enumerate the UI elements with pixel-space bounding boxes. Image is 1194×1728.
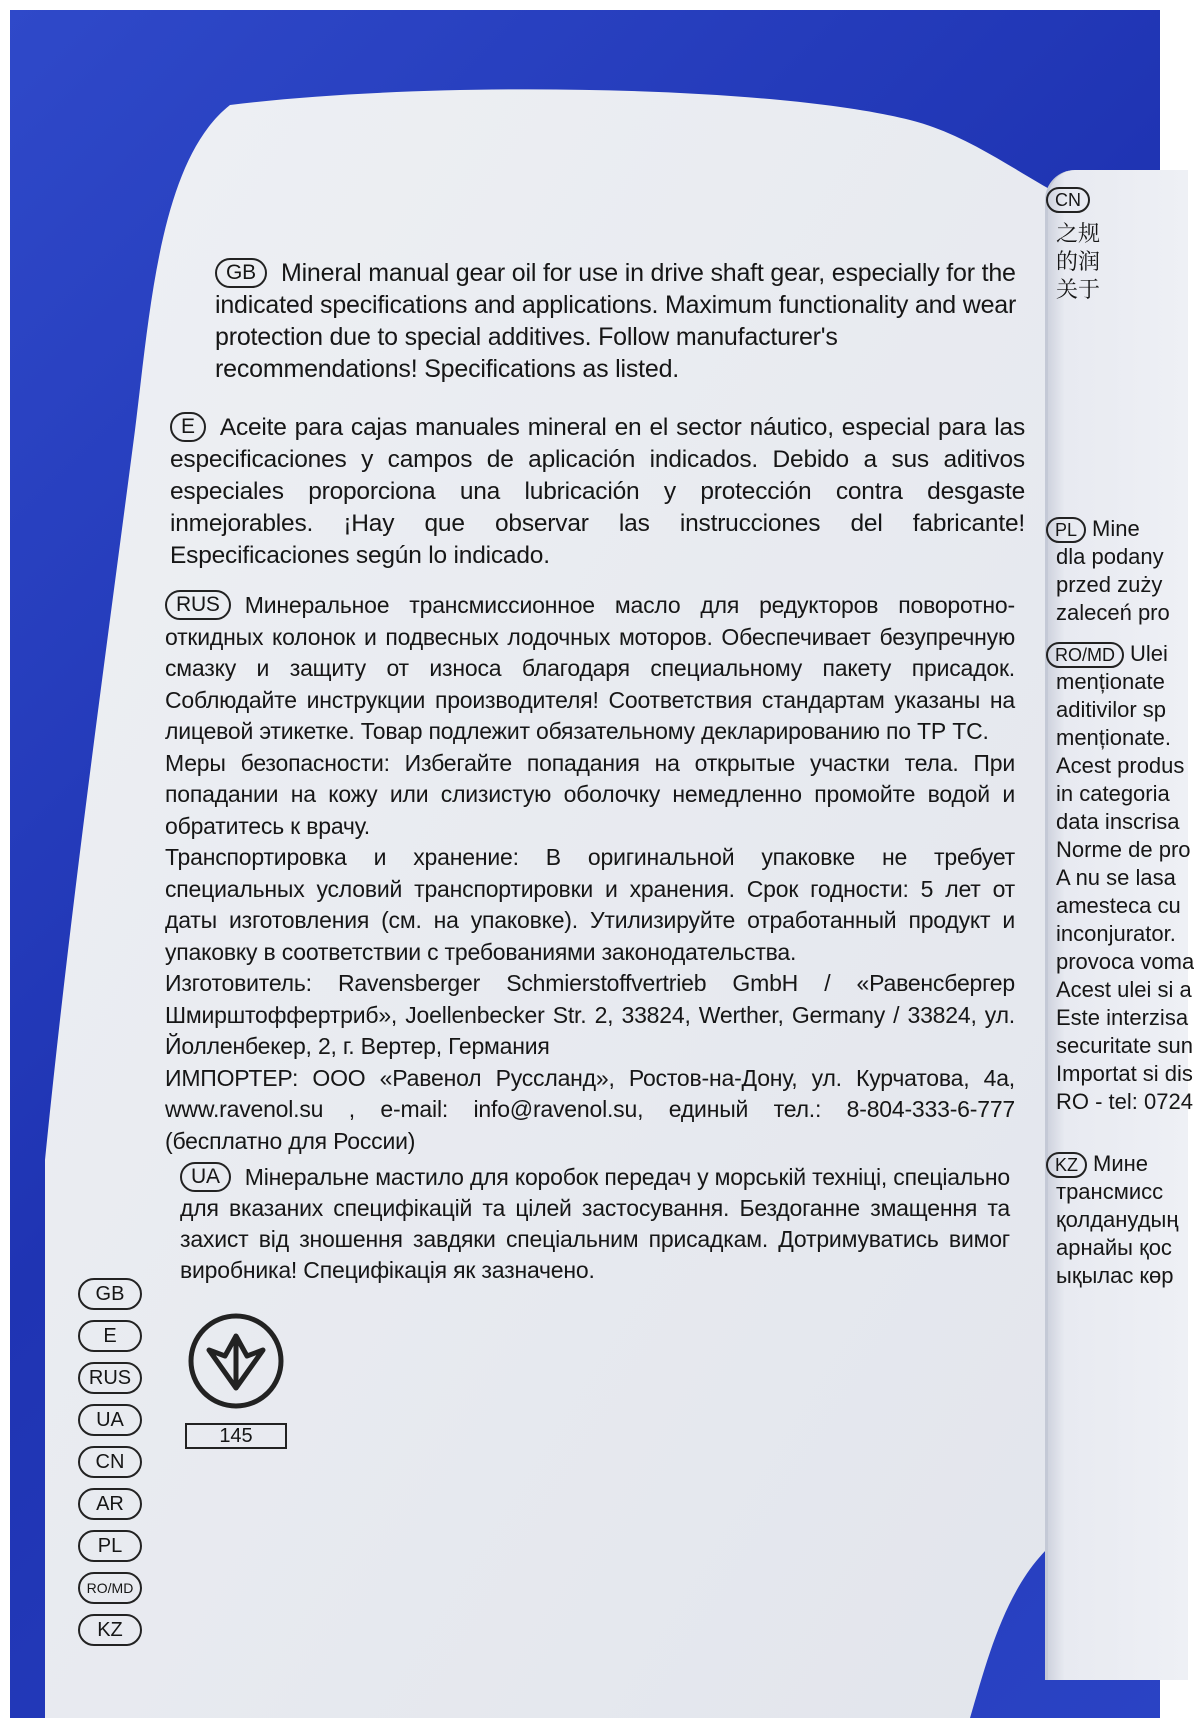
second-page-text: provoca voma xyxy=(1056,949,1194,974)
second-page-line xyxy=(1056,668,1165,696)
rus-manufacturer: Изготовитель: Ravensberger Schmierstoffvertrieb GmbH / «Равенсбергер Шмирштоффертриб», Joellenbecker Str. 2, 33824, Werther, Germany / 33824, ул. Йолленбекер, 2, г. Вертер, Германия xyxy=(165,970,1015,1059)
second-page-text: 的润 xyxy=(1056,249,1101,274)
rus-importer: ИМПОРТЕР: ООО «Равенол Руссланд», Ростов-на-Дону, ул. Курчатова, 4а, www.ravenol.su , e-mail: info@ravenol.su, единый тел.: 8-804-333-6-777 (бесплатно для России) xyxy=(165,1064,1015,1154)
second-page-line xyxy=(1056,1032,1193,1060)
section-gb-text: Mineral manual gear oil for use in drive shaft gear, especially for the indicated specifications and applications. Maximum functionality and wear protection due to special additives. Follow manufacturer's recommendations! Specifications as listed. xyxy=(215,259,1017,383)
second-page-text: menționate xyxy=(1056,669,1165,694)
second-page-line xyxy=(1056,276,1100,304)
second-page-badge: KZ xyxy=(1046,1152,1087,1178)
second-page-line xyxy=(1056,724,1171,752)
second-page-line xyxy=(1046,185,1096,213)
second-page-badge: CN xyxy=(1046,187,1090,213)
side-badge-ua: UA xyxy=(78,1404,142,1436)
second-page-text: RO - tel: 0724 xyxy=(1056,1089,1193,1114)
badge-rus: RUS xyxy=(165,590,231,620)
second-page-line xyxy=(1056,1234,1172,1262)
second-page-badge: RO/MD xyxy=(1046,642,1124,668)
rus-transport-storage: Транспортировка и хранение: В оригинальной упаковке не требует специальных условий транспортировки и хранения. Срок годности: 5 лет от даты изготовления (см. на упаковке). Утилизируйте отработанный продукт и упаковку в соответствии с требованиями законодательства. xyxy=(165,844,1015,965)
second-page-text: A nu se lasa xyxy=(1056,865,1176,890)
side-badge-kz: KZ xyxy=(78,1614,142,1646)
second-page-text: Acest ulei si a xyxy=(1056,977,1192,1002)
second-page-line xyxy=(1046,640,1168,668)
second-page-text: przed zuży xyxy=(1056,572,1163,597)
second-page-line xyxy=(1056,780,1170,808)
second-page-line xyxy=(1056,248,1100,276)
second-page-text: Мине xyxy=(1093,1151,1149,1176)
second-page-line xyxy=(1056,948,1194,976)
second-page-text: securitate sun xyxy=(1056,1033,1193,1058)
side-badge-ar: AR xyxy=(78,1488,142,1520)
second-page-line xyxy=(1056,599,1170,627)
second-page-text: menționate. xyxy=(1056,725,1171,750)
oil-canister-photo xyxy=(10,10,1194,1718)
second-page-text: inconjurator. xyxy=(1056,921,1176,946)
section-rus xyxy=(165,590,1015,1157)
rus-safety-measures: Меры безопасности: Избегайте попадания на открытые участки тела. При попадании на кожу или слизистую оболочку немедленно промойте водой и обратитесь к врачу. xyxy=(165,749,1015,839)
second-page-line xyxy=(1056,1088,1193,1116)
second-page-text: Importat si dis xyxy=(1056,1061,1193,1086)
second-page-badge: PL xyxy=(1046,517,1086,543)
second-page-text: in categoria xyxy=(1056,781,1170,806)
ukrainian-conformity-mark-icon xyxy=(185,1310,287,1412)
second-page-line xyxy=(1056,543,1164,571)
second-page-line xyxy=(1056,752,1184,780)
side-badge-gb: GB xyxy=(78,1278,142,1310)
second-page-line xyxy=(1056,1178,1163,1206)
badge-e: E xyxy=(170,412,206,442)
section-ua-text: Мінеральне мастило для коробок передач у морській техніці, спеціально для вказаних специфікацій та цілей застосування. Бездоганне змащення та захист від зношення завдяки спеціальним присадкам. Дотримуватись вимог виробника! Специфікація як зазначено. xyxy=(180,1164,1010,1283)
second-page-line xyxy=(1056,808,1180,836)
second-page-line xyxy=(1056,220,1100,248)
side-badge-rus: RUS xyxy=(78,1362,142,1394)
side-badge-pl: PL xyxy=(78,1530,142,1562)
certification-number: 145 xyxy=(185,1423,287,1449)
section-gb xyxy=(215,257,1025,385)
second-page-line xyxy=(1056,920,1176,948)
second-page-line xyxy=(1056,571,1162,599)
second-page-text: трансмисс xyxy=(1056,1179,1164,1204)
second-page-text: Acest produs xyxy=(1056,753,1185,778)
badge-gb: GB xyxy=(215,258,267,288)
side-badge-cn: CN xyxy=(78,1446,142,1478)
second-page-line xyxy=(1046,1150,1148,1178)
language-badge-list xyxy=(78,1278,144,1656)
section-ua xyxy=(180,1162,1010,1286)
second-page-line xyxy=(1056,864,1176,892)
side-badge-e: E xyxy=(78,1320,142,1352)
second-page-text: қолданудың xyxy=(1056,1207,1179,1232)
second-page-text: Este interzisa xyxy=(1056,1005,1189,1030)
second-page-text: арнайы қос xyxy=(1056,1235,1172,1260)
second-page-line xyxy=(1056,1262,1174,1290)
second-page-line xyxy=(1056,1060,1193,1088)
second-page-text: Mine xyxy=(1092,516,1140,541)
second-page-text: dla podany xyxy=(1056,544,1164,569)
second-page-text: amesteca cu xyxy=(1056,893,1181,918)
second-page-text: data inscrisa xyxy=(1056,809,1180,834)
section-e-text: Aceite para cajas manuales mineral en el sector náutico, especial para las especificaciones y campos de aplicación indicados. Debido a sus aditivos especiales proporciona una lubricación y protección contra desgaste inmejorables. ¡Hay que observar las instrucciones del fabricante! Especificaciones según lo indicado. xyxy=(170,414,1025,569)
second-page-line xyxy=(1056,1004,1188,1032)
second-page-line xyxy=(1056,976,1192,1004)
badge-ua: UA xyxy=(180,1162,231,1192)
second-page-line xyxy=(1046,515,1140,543)
side-badge-ro-md: RO/MD xyxy=(78,1572,142,1604)
second-page-text: aditivilor sp xyxy=(1056,697,1167,722)
certification-mark xyxy=(185,1310,287,1449)
rus-product-description: Минеральное трансмиссионное масло для редукторов поворотно-откидных колонок и подвесных лодочных моторов. Обеспечивает безупречную смазку и защиту от износа благодаря специальному пакету присадок. Соблюдайте инструкции производителя! Соответствия стандартам указаны на лицевой этикетке. Товар подлежит обязательному декларированию по ТР ТС. xyxy=(165,592,1015,744)
second-page-line xyxy=(1056,1206,1179,1234)
section-e xyxy=(170,412,1025,572)
second-page-text: 之规 xyxy=(1056,221,1101,246)
second-page-text: zaleceń pro xyxy=(1056,600,1170,625)
second-page-line xyxy=(1056,892,1181,920)
second-page-line xyxy=(1056,696,1166,724)
second-page-text: Ulei xyxy=(1130,641,1168,666)
second-label-page xyxy=(1045,170,1194,1680)
second-page-text: Norme de pro xyxy=(1056,837,1191,862)
second-page-text: 关于 xyxy=(1056,277,1101,302)
second-page-line xyxy=(1056,836,1191,864)
second-page-text: ықылас көр xyxy=(1056,1263,1174,1288)
